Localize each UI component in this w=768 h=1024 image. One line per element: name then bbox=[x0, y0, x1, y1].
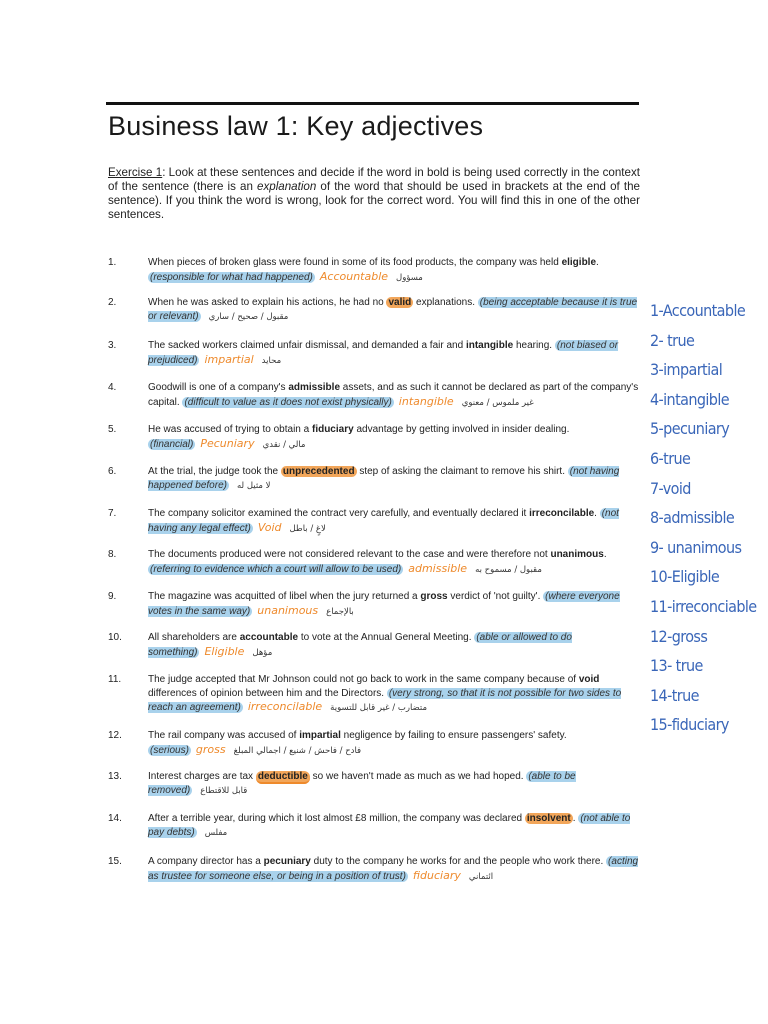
arabic-note: مسؤول bbox=[396, 272, 423, 283]
sentence-text: . bbox=[594, 508, 600, 519]
explanation-highlight: (not able to pay debts) bbox=[148, 813, 631, 838]
item-number: 6. bbox=[108, 466, 117, 477]
arabic-note: ائتماني bbox=[468, 871, 494, 882]
answer-2: 2- true bbox=[650, 330, 695, 350]
item-number: 12. bbox=[108, 730, 122, 741]
sentence-text: step of asking the claimant to remove his shirt. bbox=[356, 466, 568, 477]
sentence-text: explanations. bbox=[413, 297, 478, 308]
arabic-note: مالي / نقدي bbox=[262, 439, 306, 450]
bold-word: deductible bbox=[257, 771, 308, 782]
bold-word: accountable bbox=[239, 632, 299, 643]
bold-word: fiduciary bbox=[311, 424, 354, 435]
answer-13: 13- true bbox=[650, 656, 703, 676]
sentence-text: The sacked workers claimed unfair dismissal, and demanded a fair and bbox=[148, 340, 466, 351]
sentence-text: At the trial, the judge took the bbox=[148, 466, 281, 477]
arabic-note: غير ملموس / معنوي bbox=[461, 397, 534, 408]
arabic-note: مقبول / مسموح به bbox=[475, 564, 542, 575]
item-sentence bbox=[148, 812, 640, 840]
sentence-text: The magazine was acquitted of libel when the jury returned a bbox=[148, 591, 421, 602]
item-number: 15. bbox=[108, 856, 122, 867]
arabic-note: مؤهل bbox=[252, 647, 273, 658]
sentence-text: to vote at the Annual General Meeting. bbox=[298, 632, 475, 643]
handwritten-answer: fiduciary bbox=[412, 868, 461, 882]
sentence-text: After a terrible year, during which it lost almost £8 million, the company was declared bbox=[148, 813, 525, 824]
instructions-text-b: of the word that should be used in brackets at the end of the sentence). If you think the word is wrong, look for the correct word. You will find this in one of the other sentences. bbox=[108, 180, 640, 221]
explanation-highlight: (where everyone votes in the same way) bbox=[148, 591, 620, 617]
arabic-note: محايد bbox=[261, 355, 282, 366]
handwritten-answer: Eligible bbox=[204, 644, 245, 658]
answer-14: 14-true bbox=[650, 685, 699, 705]
explanation-highlight: (financial) bbox=[150, 438, 194, 450]
sentence-text: . bbox=[572, 813, 579, 824]
arabic-note: لاغٍ / باطل bbox=[289, 523, 326, 534]
item-sentence bbox=[148, 296, 640, 324]
answer-10: 10-Eligible bbox=[650, 567, 720, 587]
item-number: 4. bbox=[108, 382, 117, 393]
sentence-text: A company director has a bbox=[148, 856, 264, 867]
explanation-highlight: (referring to evidence which a court will allow to be used) bbox=[150, 563, 402, 575]
sentence-text: When pieces of broken glass were found in some of its food products, the company was held bbox=[148, 257, 562, 268]
item-sentence bbox=[148, 423, 640, 452]
answer-8: 8-admissible bbox=[650, 508, 735, 528]
handwritten-answer: admissible bbox=[408, 561, 468, 575]
explanation-highlight: (able or allowed to do something) bbox=[148, 632, 572, 658]
explanation-highlight: (not having any legal effect) bbox=[148, 508, 619, 534]
sentence-text: . bbox=[603, 549, 607, 560]
arabic-note: لا مثيل له bbox=[236, 480, 271, 491]
item-number: 2. bbox=[108, 297, 117, 308]
arabic-note: مقبول / صحيح / ساري bbox=[208, 311, 289, 322]
arabic-note: فادح / فاحش / شنيع / اجمالي المبلغ bbox=[233, 745, 362, 756]
sentence-text: duty to the company he works for and the people who work there. bbox=[310, 856, 607, 867]
item-number: 11. bbox=[108, 674, 122, 685]
bold-word: gross bbox=[420, 591, 448, 602]
answer-3: 3-impartial bbox=[650, 360, 723, 380]
explanation-highlight: (responsible for what had happened) bbox=[150, 271, 313, 283]
sentence-text: The documents produced were not considered relevant to the case and were therefore not bbox=[148, 549, 551, 560]
page-title: Business law 1: Key adjectives bbox=[108, 111, 484, 141]
item-sentence bbox=[148, 256, 640, 285]
item-sentence bbox=[148, 590, 640, 619]
item-number: 9. bbox=[108, 591, 117, 602]
sentence-text: Interest charges are tax bbox=[148, 771, 256, 782]
item-sentence bbox=[148, 770, 640, 798]
answer-9: 9- unanimous bbox=[650, 537, 742, 557]
explanation-highlight: (able to be removed) bbox=[148, 771, 576, 796]
arabic-note: قابل للاقتطاع bbox=[200, 785, 248, 796]
item-sentence bbox=[148, 631, 640, 660]
arabic-note: مفلس bbox=[204, 827, 228, 838]
explanation-highlight: (serious) bbox=[150, 744, 189, 756]
item-number: 13. bbox=[108, 771, 122, 782]
handwritten-answer: intangible bbox=[398, 394, 454, 408]
item-sentence bbox=[148, 381, 640, 410]
explanation-highlight: (acting as trustee for someone else, or being in a position of trust) bbox=[148, 856, 639, 882]
item-number: 8. bbox=[108, 549, 117, 560]
bold-word: unprecedented bbox=[282, 466, 355, 477]
handwritten-answer: irreconcilable bbox=[247, 700, 323, 713]
bold-word: admissible bbox=[288, 382, 341, 393]
item-sentence bbox=[148, 548, 640, 577]
item-number: 5. bbox=[108, 424, 117, 435]
handwritten-answer: impartial bbox=[204, 352, 254, 366]
exercise-instructions bbox=[108, 166, 640, 222]
instructions-text-a: : Look at these sentences and decide if the word in bold is being used correctly in the context of the sentence (there is an bbox=[108, 166, 640, 193]
sentence-text: When he was asked to explain his actions, he had no bbox=[148, 297, 387, 308]
title-rule bbox=[106, 102, 639, 105]
explanation-highlight: (difficult to value as it does not exist physically) bbox=[184, 396, 392, 408]
sentence-text: He was accused of trying to obtain a bbox=[148, 424, 312, 435]
explanation-highlight: (very strong, so that it is not possible for two sides to reach an agreement) bbox=[148, 687, 622, 713]
bold-word: impartial bbox=[299, 730, 341, 741]
answer-6: 6-true bbox=[650, 448, 691, 468]
item-number: 10. bbox=[108, 632, 122, 643]
handwritten-answer: gross bbox=[195, 742, 226, 756]
answer-15: 15-fiduciary bbox=[650, 715, 729, 735]
item-number: 1. bbox=[108, 257, 117, 268]
sentence-text: All shareholders are bbox=[148, 632, 240, 643]
item-sentence bbox=[148, 673, 640, 716]
bold-word: insolvent bbox=[526, 813, 571, 824]
answer-5: 5-pecuniary bbox=[650, 419, 730, 439]
handwritten-answer-list bbox=[650, 296, 765, 740]
item-number: 14. bbox=[108, 813, 122, 824]
handwritten-answer: Accountable bbox=[319, 269, 389, 283]
bold-word: unanimous bbox=[550, 549, 604, 560]
bold-word: eligible bbox=[561, 257, 597, 268]
sentence-text: Goodwill is one of a company's bbox=[148, 382, 289, 393]
item-sentence bbox=[148, 855, 640, 884]
bold-word: irreconcilable bbox=[529, 508, 595, 519]
sentence-text: hearing. bbox=[513, 340, 555, 351]
instructions-emphasis: explanation bbox=[257, 180, 317, 193]
answer-11: 11-irreconciable bbox=[650, 596, 757, 616]
sentence-text: advantage by getting involved in insider dealing. bbox=[353, 424, 570, 435]
exercise-label: Exercise 1 bbox=[108, 166, 163, 179]
arabic-note: متضارب / غير قابل للتسوية bbox=[330, 703, 428, 713]
explanation-highlight: (being acceptable because it is true or relevant) bbox=[148, 297, 638, 322]
answer-1: 1-Accountable bbox=[650, 301, 746, 320]
bold-word: pecuniary bbox=[263, 856, 311, 867]
sentence-text: The judge accepted that Mr Johnson could not go back to work in the same company because of bbox=[148, 674, 579, 685]
sentence-text: so we haven't made as much as we had hoped. bbox=[309, 771, 527, 782]
explanation-highlight: (not biased or prejudiced) bbox=[148, 340, 619, 366]
sentence-text: assets, and as such it cannot be declared as part of the company's capital. bbox=[148, 382, 639, 408]
item-sentence bbox=[148, 465, 640, 493]
sentence-text: . bbox=[596, 257, 599, 268]
explanation-highlight: (not having happened before) bbox=[148, 466, 620, 491]
answer-7: 7-void bbox=[650, 478, 691, 498]
handwritten-answer: Pecuniary bbox=[200, 436, 255, 450]
handwritten-answer: unanimous bbox=[257, 603, 319, 617]
bold-word: void bbox=[578, 674, 600, 685]
sentence-text: negligence by failing to ensure passengers' safety. bbox=[340, 730, 567, 741]
item-number: 3. bbox=[108, 340, 117, 351]
sentence-text: The company solicitor examined the contract very carefully, and eventually declared it bbox=[148, 508, 530, 519]
item-sentence bbox=[148, 729, 640, 758]
answer-4: 4-intangible bbox=[650, 389, 730, 409]
sentence-text: differences of opinion between him and the Directors. bbox=[148, 687, 387, 699]
sentence-text: verdict of 'not guilty'. bbox=[447, 591, 544, 602]
bold-word: intangible bbox=[465, 340, 514, 351]
item-sentence bbox=[148, 339, 640, 368]
item-number: 7. bbox=[108, 508, 117, 519]
bold-word: valid bbox=[388, 297, 412, 308]
sentence-text: The rail company was accused of bbox=[148, 730, 300, 741]
answer-12: 12-gross bbox=[650, 626, 708, 646]
handwritten-answer: Void bbox=[257, 520, 282, 534]
arabic-note: بالإجماع bbox=[326, 606, 354, 617]
item-sentence bbox=[148, 507, 640, 536]
